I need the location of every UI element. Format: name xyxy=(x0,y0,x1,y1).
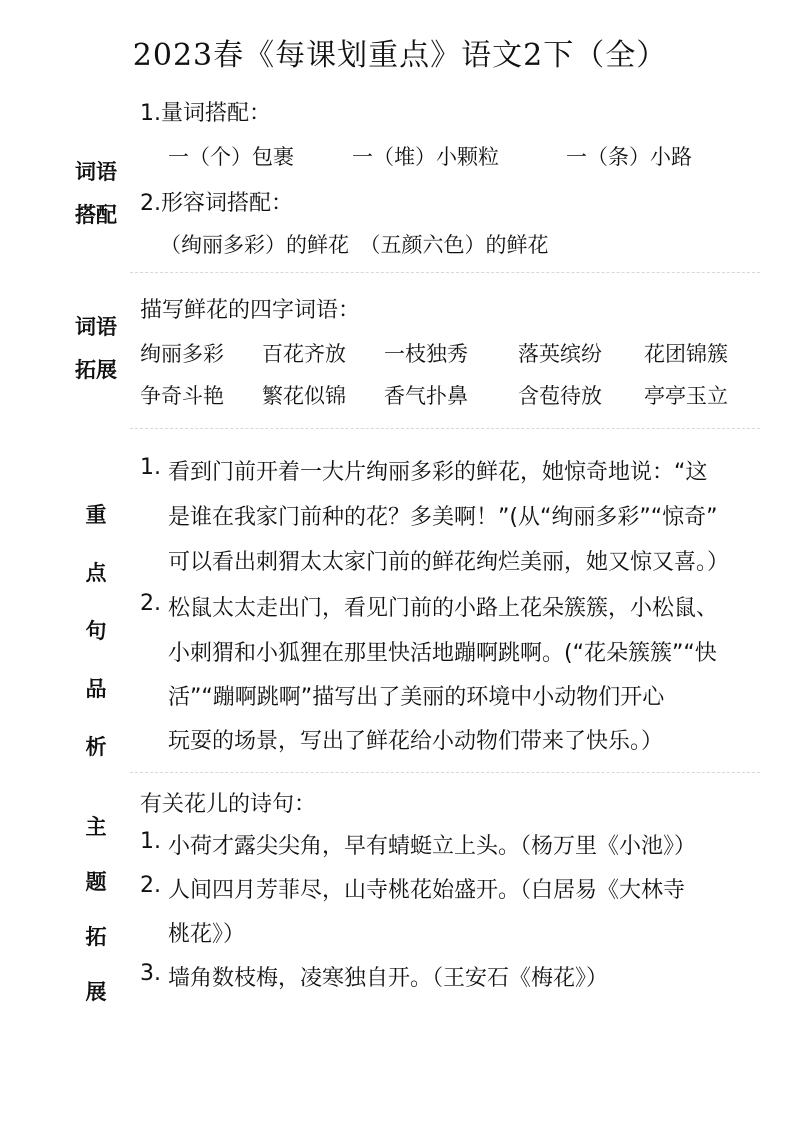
label-char: 拓 xyxy=(85,925,107,949)
measure-word-item: 一（条）小路 xyxy=(566,145,692,169)
measure-word-heading: 1.量词搭配： xyxy=(140,101,271,126)
section-label-ciyu-tuozhan xyxy=(72,306,120,392)
label-line: 拓展 xyxy=(75,358,117,382)
poem-number: 3. xyxy=(140,961,161,986)
sentence-line: 可以看出刺猬太太家门前的鲜花绚烂美丽，她又惊又喜。） xyxy=(168,550,730,575)
label-char: 点 xyxy=(85,561,107,585)
section-divider xyxy=(130,428,760,429)
label-char: 句 xyxy=(85,619,107,643)
idiom-item: 花团锦簇 xyxy=(644,342,728,366)
sentence-line: 松鼠太太走出门，看见门前的小路上花朵簇簇，小松鼠、 xyxy=(168,596,719,621)
section-divider xyxy=(130,272,760,273)
section-label-zhongdian-juzi xyxy=(72,486,120,776)
adjective-heading: 2.形容词搭配： xyxy=(140,191,293,216)
label-line: 词语 xyxy=(75,315,117,339)
page-title: 2023春《每课划重点》语文2下（全） xyxy=(132,38,668,73)
idiom-item: 繁花似锦 xyxy=(262,384,346,408)
sentence-number: 2. xyxy=(140,591,161,616)
poem-number: 2. xyxy=(140,873,161,898)
sentence-line: 玩耍的场景，写出了鲜花给小动物们带来了快乐。） xyxy=(168,729,664,754)
sentence-line: 小刺猬和小狐狸在那里快活地蹦啊跳啊。(“花朵簇簇”“快 xyxy=(168,641,717,666)
measure-word-item: 一（个）包裹 xyxy=(168,145,294,169)
measure-word-item: 一（堆）小颗粒 xyxy=(352,145,499,169)
label-char: 析 xyxy=(85,735,107,759)
label-char: 重 xyxy=(85,503,107,527)
sentence-line: 活”“蹦啊跳啊”描写出了美丽的环境中小动物们开心 xyxy=(168,685,665,710)
section-divider xyxy=(130,772,760,773)
poem-number: 1. xyxy=(140,829,161,854)
sentence-number: 1. xyxy=(140,455,161,480)
label-char: 题 xyxy=(85,870,107,894)
idiom-item: 亭亭玉立 xyxy=(644,384,728,408)
label-char: 展 xyxy=(85,980,107,1004)
poem-line: 桃花》） xyxy=(168,922,246,947)
section-label-ciyu-dapei xyxy=(72,151,120,237)
label-line: 词语 xyxy=(75,160,117,184)
label-char: 主 xyxy=(85,815,107,839)
idiom-item: 绚丽多彩 xyxy=(140,342,224,366)
poem-heading: 有关花儿的诗句： xyxy=(140,792,317,817)
idiom-item: 争奇斗艳 xyxy=(140,384,224,408)
idiom-item: 香气扑鼻 xyxy=(384,384,468,408)
label-line: 搭配 xyxy=(75,203,117,227)
idiom-item: 一枝独秀 xyxy=(384,342,468,366)
idiom-item: 含苞待放 xyxy=(518,384,602,408)
poem-line: 墙角数枝梅，凌寒独自开。（王安石《梅花》） xyxy=(168,966,609,991)
section-label-zhuti-tuozhan xyxy=(72,800,120,1020)
idiom-item: 百花齐放 xyxy=(262,342,346,366)
four-char-heading: 描写鲜花的四字词语： xyxy=(140,298,361,323)
adjective-line: （绚丽多彩）的鲜花 （五颜六色）的鲜花 xyxy=(160,233,549,257)
label-char: 品 xyxy=(85,677,107,701)
poem-line: 小荷才露尖尖角，早有蜻蜓立上头。（杨万里《小池》） xyxy=(168,834,697,859)
sentence-line: 看到门前开着一大片绚丽多彩的鲜花，她惊奇地说：“这 xyxy=(168,460,708,485)
poem-line: 人间四月芳菲尽，山寺桃花始盛开。（白居易《大林寺 xyxy=(168,878,686,903)
sentence-line: 是谁在我家门前种的花？多美啊！”(从“绚丽多彩”“惊奇” xyxy=(168,505,718,530)
idiom-item: 落英缤纷 xyxy=(518,342,602,366)
